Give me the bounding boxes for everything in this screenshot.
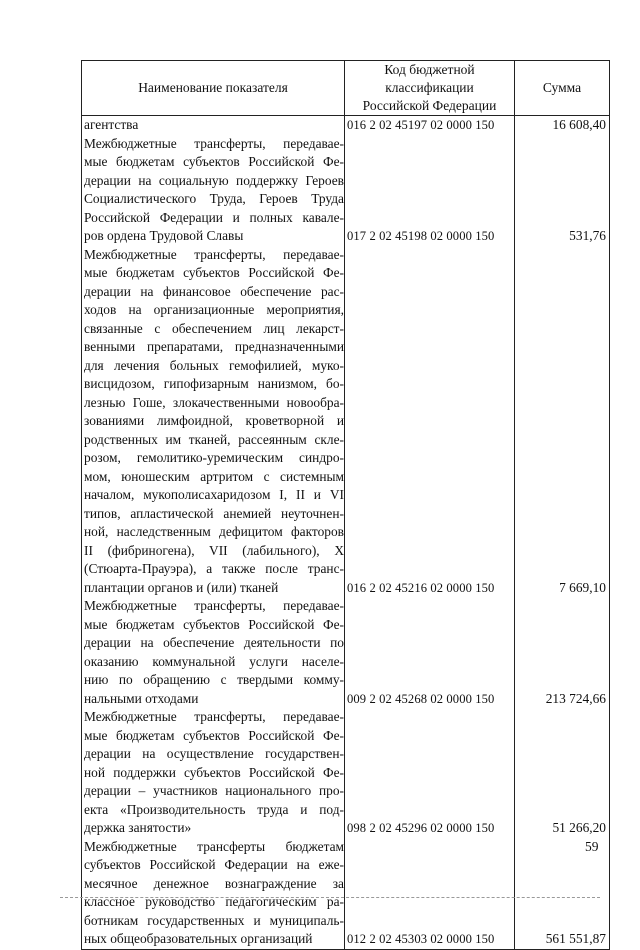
spacer [515,264,609,283]
spacer [515,412,609,431]
spacer [345,542,514,561]
spacer [515,708,609,727]
indicator-text-line: дерации на финансовое обеспечение рас- [84,283,344,299]
spacer [345,209,514,228]
indicator-text-line: венными препаратами, предназначенными [84,339,344,354]
indicator-text-line: оказанию коммунальной услуги населе- [84,653,344,669]
amount-value: 16 608,40 [552,117,606,132]
spacer [515,634,609,653]
budget-code: 012 2 02 45303 02 0000 150 [347,932,495,946]
spacer [345,190,514,209]
spacer [345,468,514,487]
spacer [515,190,609,209]
indicator-text-line: дерации – участников национального про- [84,783,344,798]
spacer [515,653,609,672]
spacer [345,449,514,468]
spacer [515,523,609,542]
indicator-text-line: родственных им тканей, рассеянным скле- [84,431,344,447]
indicator-text-line: связанные с обеспечением лиц лекарст- [84,320,344,336]
indicator-text-line: месячное денежное вознаграждение за [84,875,344,891]
indicator-text-line: Межбюджетные трансферты, передавае- [84,598,344,613]
table-header-row [82,61,610,116]
spacer [345,560,514,579]
spacer [345,875,514,894]
indicator-text-line: ров ордена Трудовой Славы [84,228,244,243]
budget-table [81,60,610,950]
indicator-text-line: Российской Федерации и полных кавале- [84,209,344,225]
budget-code: 017 2 02 45198 02 0000 150 [347,229,495,243]
indicator-text-line: розом, гемолитико-уремическим синдро- [84,450,344,465]
header-code [345,61,515,116]
spacer [515,375,609,394]
indicator-text-line: мые бюджетам субъектов Российской Фе- [84,154,344,169]
indicator-text-line: лезнью Гоше, злокачественными новообра- [84,394,344,410]
spacer [515,357,609,376]
header-sum: Сумма [515,61,610,116]
indicator-text-line: ходов на организационные мероприятия, [84,302,344,317]
indicator-text-line: нию по обращению с твердыми комму- [84,672,344,687]
spacer [515,431,609,450]
bottom-divider [60,897,600,898]
spacer [345,782,514,801]
spacer [515,394,609,413]
spacer [515,616,609,635]
spacer [515,727,609,746]
spacer [515,338,609,357]
budget-code: 098 2 02 45296 02 0000 150 [347,821,495,835]
spacer [515,782,609,801]
indicator-text-line: Межбюджетные трансферты, передавае- [84,246,344,262]
spacer [345,486,514,505]
header-code-line: Код бюджетной [384,62,475,77]
spacer [515,875,609,894]
spacer [345,301,514,320]
name-column [82,116,345,950]
spacer [345,523,514,542]
spacer [345,505,514,524]
spacer [515,505,609,524]
spacer [345,375,514,394]
indicator-text-line: ной поддержки субъектов Российской Фе- [84,764,344,780]
spacer [345,801,514,820]
header-code-line: классификации [385,80,474,95]
spacer [345,172,514,191]
code-column [345,116,515,950]
spacer [515,209,609,228]
spacer [515,801,609,820]
indicator-text-line: Социалистического Труда, Героев Труда [84,191,344,206]
spacer [345,153,514,172]
spacer [345,597,514,616]
spacer [515,893,609,912]
spacer [345,338,514,357]
spacer [515,135,609,154]
spacer [345,357,514,376]
spacer [515,560,609,579]
spacer [515,320,609,339]
spacer [515,856,609,875]
indicator-text-line: классное руководство педагогическим ра- [84,894,344,909]
spacer [515,283,609,302]
budget-code: 016 2 02 45197 02 0000 150 [347,118,495,132]
spacer [515,912,609,931]
spacer [515,301,609,320]
indicator-text-line: мые бюджетам субъектов Российской Фе- [84,265,344,280]
amount-value: 51 266,20 [552,820,606,835]
page-number: 59 [585,839,599,854]
spacer [515,764,609,783]
indicator-text-line: висцидозом, гипофизарным нанизмом, бо- [84,376,344,391]
budget-code: 009 2 02 45268 02 0000 150 [347,691,495,706]
indicator-text-line: Межбюджетные трансферты, передавае- [84,709,344,724]
spacer [345,708,514,727]
spacer [345,634,514,653]
spacer [345,893,514,912]
spacer [345,246,514,265]
header-name: Наименование показателя [82,61,345,116]
indicator-text-line: мом, юношеским артритом с системным [84,468,344,484]
indicator-text-line: Межбюджетные трансферты, передавае- [84,135,344,151]
spacer [345,394,514,413]
indicator-text-line: Межбюджетные трансферты бюджетам [84,838,344,854]
indicator-text-line: зованиями лимфоидной, кроветворной и [84,413,344,428]
spacer [515,153,609,172]
spacer [345,671,514,690]
spacer [515,449,609,468]
indicator-text-line: (Стюарта-Прауэра), а также после транс- [84,561,344,576]
spacer [345,912,514,931]
spacer [345,283,514,302]
spacer [515,486,609,505]
spacer [345,727,514,746]
spacer [515,172,609,191]
amount-value: 561 551,87 [545,931,606,946]
table-body-row [82,116,610,950]
indicator-text-line: екта «Производительность труда и под- [84,801,344,817]
indicator-text-line: дерации на обеспечение деятельности по [84,635,344,650]
spacer [515,597,609,616]
indicator-text-line: ной, наследственным дефицитом факторов [84,524,344,539]
spacer [345,135,514,154]
spacer [515,745,609,764]
indicator-text-line: держка занятости» [84,820,192,835]
spacer [345,431,514,450]
indicator-text-line: агентства [84,117,139,132]
header-code-line: Российской Федерации [362,98,497,113]
spacer [345,616,514,635]
spacer [515,246,609,265]
spacer [345,264,514,283]
indicator-text-line: мые бюджетам субъектов Российской Фе- [84,727,344,743]
amount-value: 7 669,10 [559,579,606,595]
amount-column [515,116,610,950]
indicator-text-line: ных общеобразовательных организаций [84,931,313,946]
spacer [515,671,609,690]
spacer [345,764,514,783]
spacer [515,468,609,487]
indicator-text-line: для лечения больных гемофилией, муко- [84,357,344,373]
indicator-text-line: II (фибриногена), VII (лабильного), X [84,542,344,558]
amount-value: 213 724,66 [545,690,606,706]
indicator-text-line: ботникам государственных и муниципаль- [84,912,344,928]
indicator-text-line: субъектов Российской Федерации на еже- [84,857,344,872]
spacer [345,838,514,857]
indicator-text-line: дерации на осуществление государствен- [84,746,344,761]
spacer [345,856,514,875]
spacer [345,320,514,339]
indicator-text-line: нальными отходами [84,690,199,706]
indicator-text-line: началом, мукополисахаридозом I, II и VI [84,487,344,502]
indicator-text-line: дерации на социальную поддержку Героев [84,172,344,188]
spacer [515,542,609,561]
indicator-text-line: типов, апластической анемией неуточнен- [84,505,344,521]
indicator-text-line: мые бюджетам субъектов Российской Фе- [84,616,344,632]
spacer [345,745,514,764]
indicator-text-line: плантации органов и (или) тканей [84,579,279,595]
amount-value: 531,76 [569,228,606,243]
spacer [345,412,514,431]
budget-code: 016 2 02 45216 02 0000 150 [347,580,495,595]
spacer [345,653,514,672]
